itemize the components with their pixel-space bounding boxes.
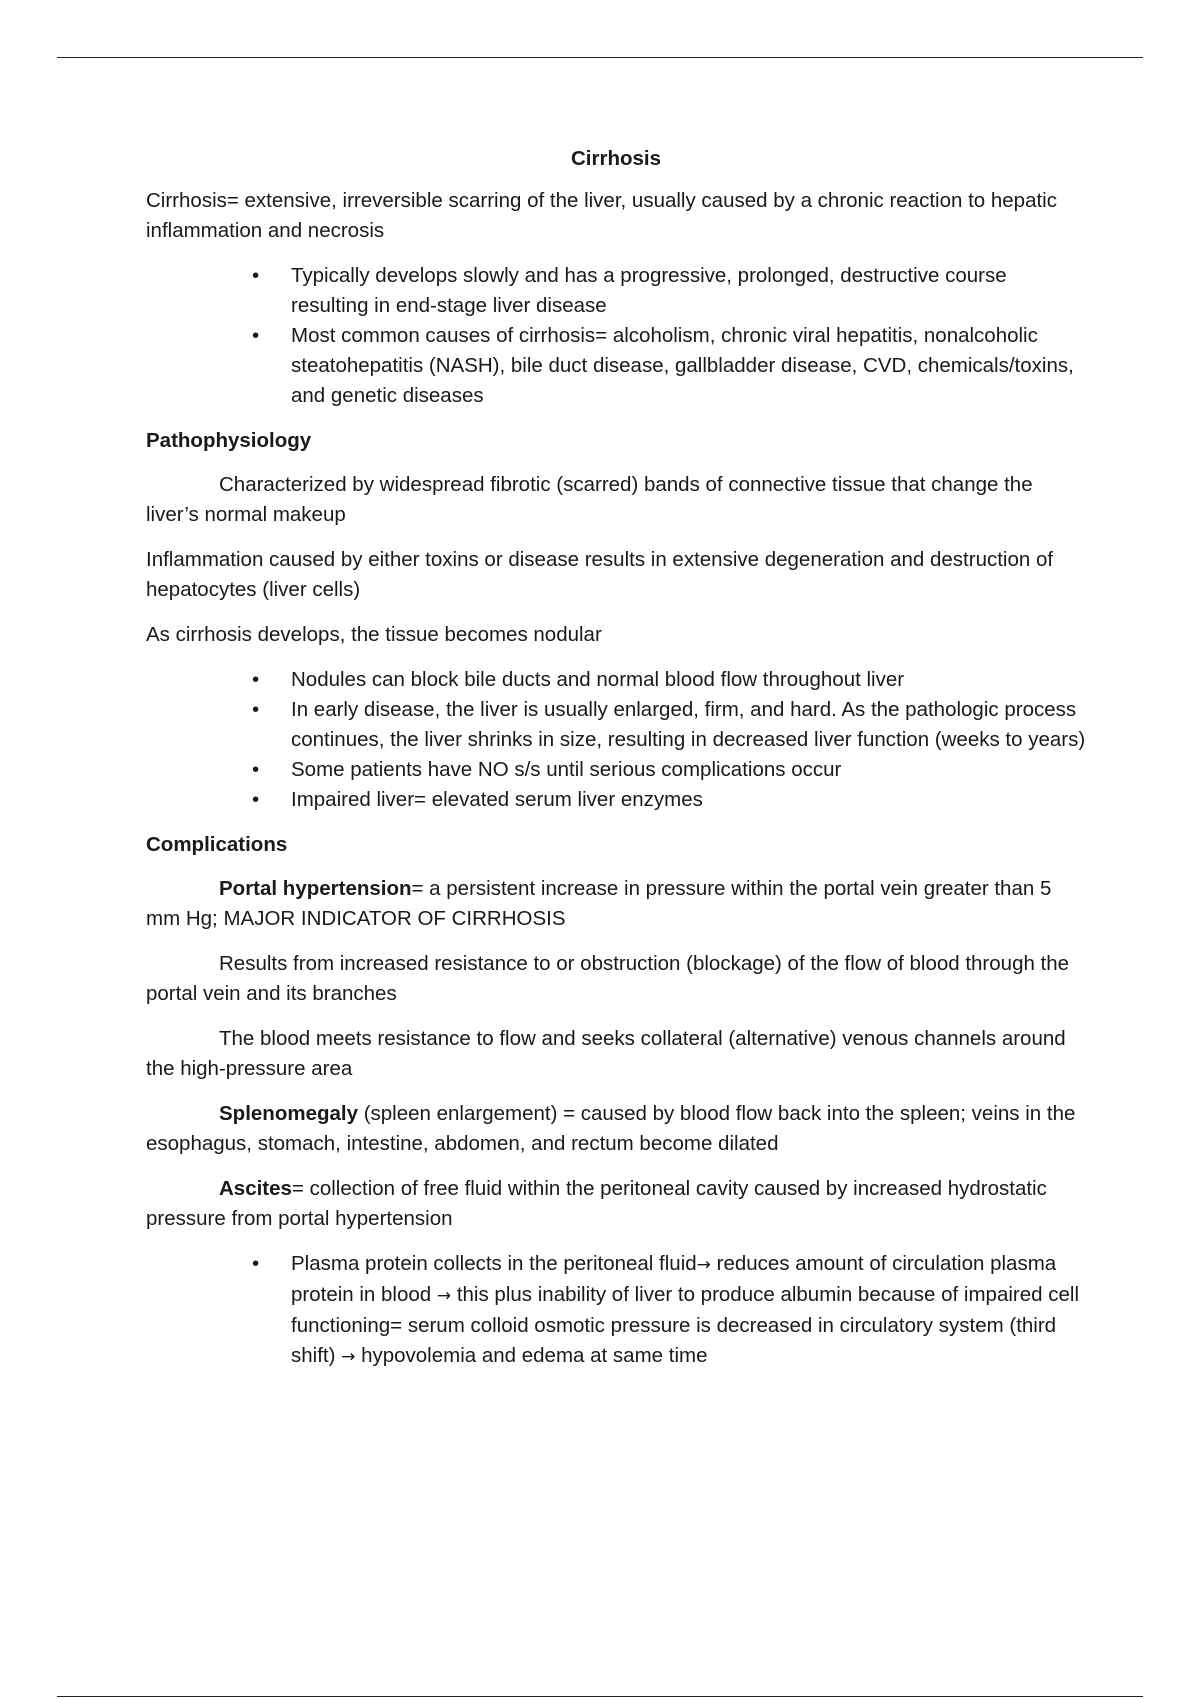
patho-paragraph-nodular: As cirrhosis develops, the tissue becomes nodular <box>146 623 602 646</box>
list-item: • In early disease, the liver is usually enlarged, firm, and hard. As the pathologic process continues, the liver shrinks in size, resulting in decreased liver function (weeks to years) <box>291 695 1086 755</box>
patho-bullet-list <box>146 665 1086 815</box>
list-item: • Typically develops slowly and has a progressive, prolonged, destructive course resulting in end-stage liver disease <box>291 261 1086 321</box>
patho-paragraph-fibrotic: Characterized by widespread fibrotic (scarred) bands of connective tissue that change the liver’s normal makeup <box>146 473 1033 526</box>
portal-hypertension-paragraph <box>146 874 1086 934</box>
collateral-paragraph: The blood meets resistance to flow and seeks collateral (alternative) venous channels around the high-pressure area <box>146 1027 1066 1080</box>
intro-paragraph: Cirrhosis= extensive, irreversible scarring of the liver, usually caused by a chronic reaction to hepatic inflammation and necrosis <box>146 189 1057 242</box>
ascites-bullet-text-1: Plasma protein collects in the peritoneal fluid <box>291 1252 697 1275</box>
ascites-bullet-text-3: this plus inability of liver to produce albumin because of impaired cell functioning= serum colloid osmotic pressure is decreased in circulatory system (third shift) <box>291 1283 1079 1367</box>
ascites-definition: = collection of free fluid within the peritoneal cavity caused by increased hydrostatic pressure from portal hypertension <box>146 1177 1047 1230</box>
ascites-paragraph <box>146 1174 1086 1234</box>
list-item: • Some patients have NO s/s until serious complications occur <box>291 755 1086 785</box>
portal-hypertension-definition: = a persistent increase in pressure within the portal vein greater than 5 mm Hg; MAJOR INDICATOR OF CIRRHOSIS <box>146 877 1052 930</box>
ascites-bullet-list <box>146 1249 1086 1372</box>
top-rule <box>57 57 1143 58</box>
patho-paragraph-inflammation: Inflammation caused by either toxins or disease results in extensive degeneration and destruction of hepatocytes (liver cells) <box>146 548 1054 601</box>
bottom-rule <box>57 1696 1143 1697</box>
ascites-bullet-text-2: reduces amount of circulation plasma protein in blood <box>291 1252 1057 1306</box>
list-item: • Most common causes of cirrhosis= alcoholism, chronic viral hepatitis, nonalcoholic steatohepatitis (NASH), bile duct disease, gallbladder disease, CVD, chemicals/toxins, and genetic diseases <box>291 321 1086 411</box>
list-item <box>291 1249 1086 1372</box>
splenomegaly-term: Splenomegaly <box>219 1102 358 1125</box>
list-item: • Impaired liver= elevated serum liver enzymes <box>291 785 1086 815</box>
right-arrow-icon: → <box>696 1255 711 1275</box>
complications-heading: Complications <box>146 833 288 856</box>
ascites-term: Ascites <box>219 1177 292 1200</box>
pathophysiology-heading: Pathophysiology <box>146 429 312 452</box>
results-paragraph: Results from increased resistance to or obstruction (blockage) of the flow of blood through the portal vein and its branches <box>146 952 1070 1005</box>
portal-hypertension-term: Portal hypertension <box>219 877 412 900</box>
ascites-bullet-text-4: hypovolemia and edema at same time <box>355 1344 708 1367</box>
right-arrow-icon: → <box>341 1347 356 1367</box>
right-arrow-icon: → <box>436 1286 452 1306</box>
splenomegaly-paragraph <box>146 1099 1086 1159</box>
page-title: Cirrhosis <box>571 147 661 170</box>
splenomegaly-definition: (spleen enlargement) = caused by blood flow back into the spleen; veins in the esophagus, stomach, intestine, abdomen, and rectum become dilated <box>146 1102 1076 1155</box>
list-item: • Nodules can block bile ducts and normal blood flow throughout liver <box>291 665 1086 695</box>
document-body <box>146 144 1086 1387</box>
intro-bullet-list <box>146 261 1086 411</box>
